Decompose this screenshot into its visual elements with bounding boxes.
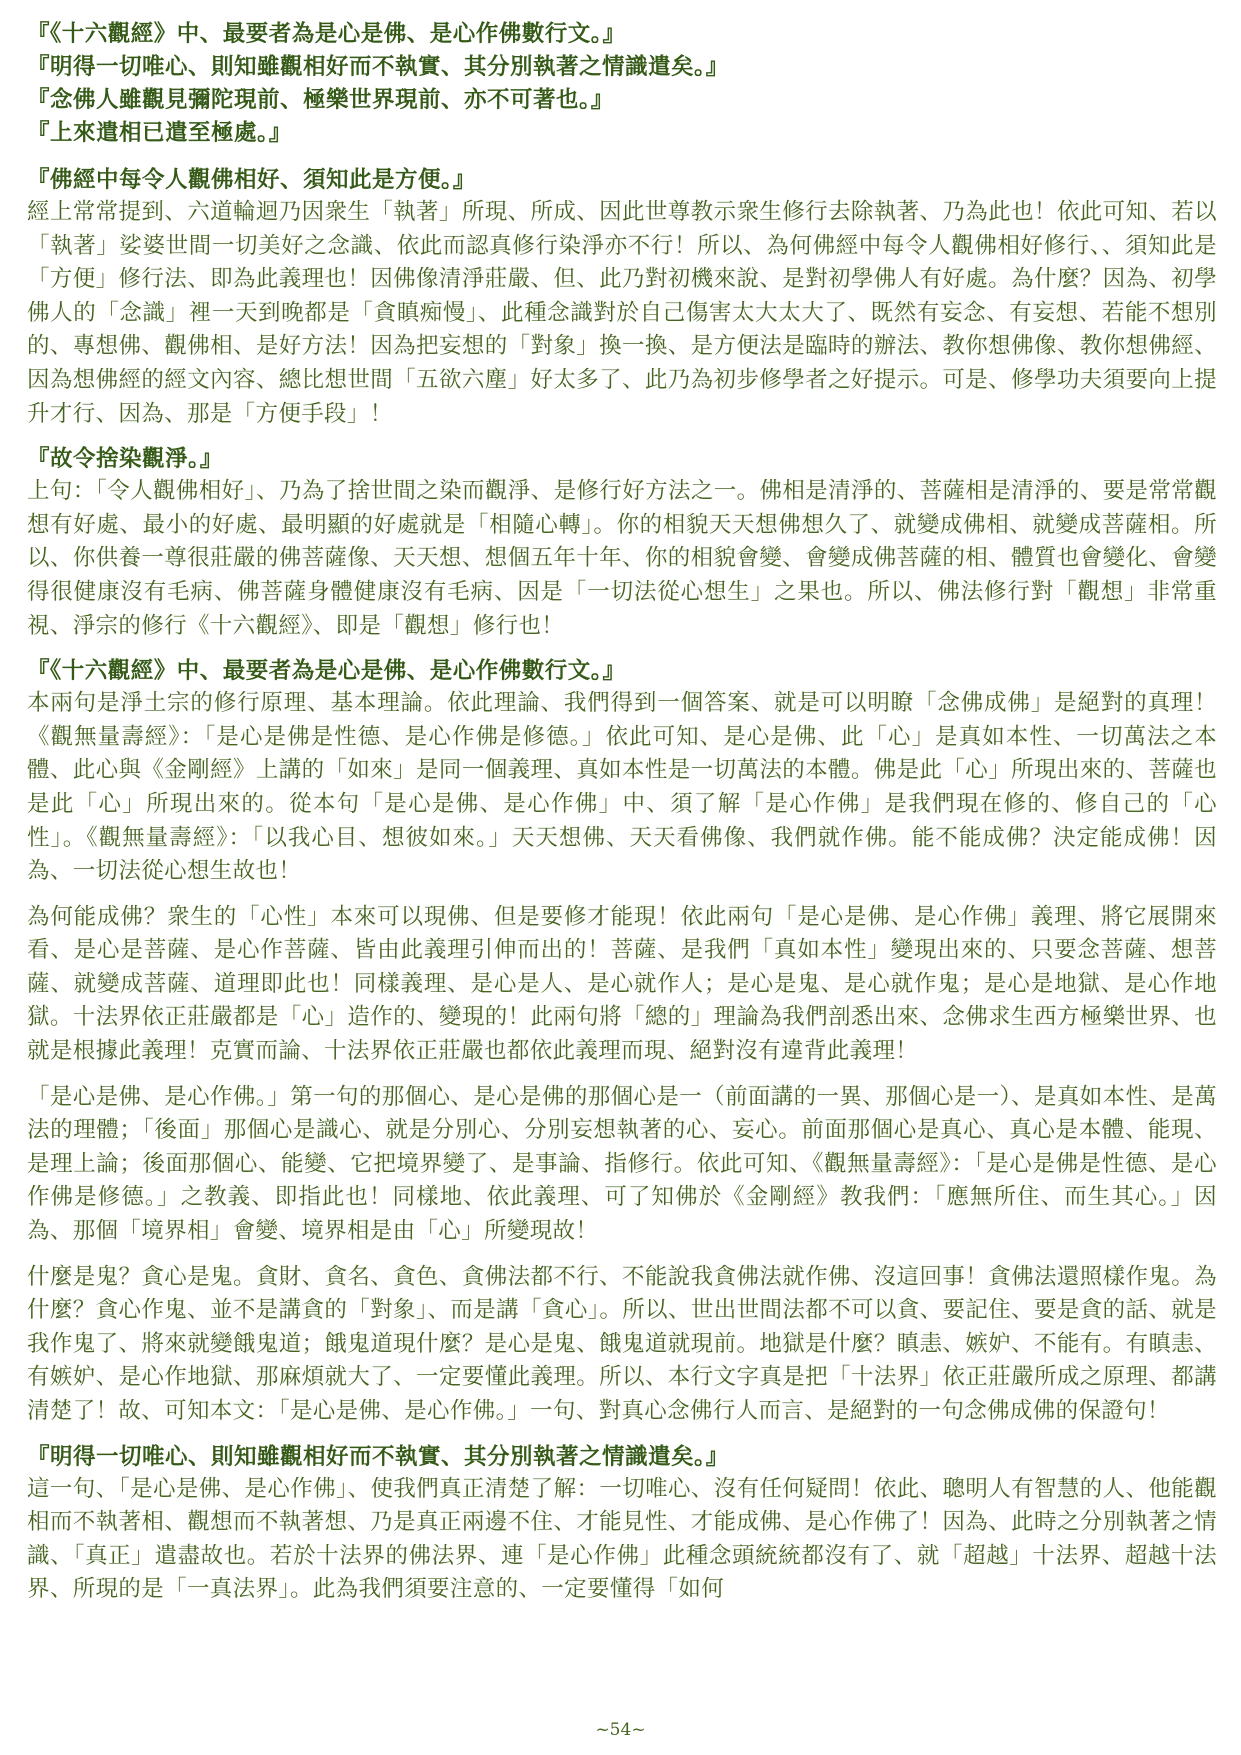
section-mind-is-buddha [27,655,1217,1428]
section-upaya [27,164,1217,431]
section-heading: 『故令捨染觀淨。』 [27,446,223,473]
section-heading: 『佛經中每令人觀佛相好、須知此是方便。』 [27,167,476,193]
section-all-is-mind [27,1441,1217,1607]
paragraph: 「是心是佛、是心作佛。」第一句的那個心、是心是佛的那個心是一（前面講的一異、那個心是一）、是真如本性、是萬法的理體；「後面」那個心是識心、就是分別心、分別妄想執著的心、妄心。前面那個心是真心、真心是本體、能現、是理上論；後面那個心、能變、它把境界變了、是事論、指修行。依此可知、《觀無量壽經》：「是心是佛是性德、是心作佛是修德。」之教義、即指此也！同樣地、依此義理、可了知佛於《金剛經》教我們：「應無所住、而生其心。」因為、那個「境界相」會變、境界相是由「心」所變現故！ [27,1083,1217,1245]
document-page [27,18,1217,1619]
intro-line: 『念佛人雖觀見彌陀現前、極樂世界現前、亦不可著也。』 [27,87,614,113]
intro-line: 『《十六觀經》中、最要者為是心是佛、是心作佛數行文。』 [27,21,626,47]
section-abandon-defilement [27,443,1217,643]
section-heading: 『明得一切唯心、則知雖觀相好而不執實、其分別執著之情識遣矣。』 [27,1443,729,1470]
paragraph: 上句：「令人觀佛相好」、乃為了捨世間之染而觀淨、是修行好方法之一。佛相是清淨的、菩薩相是清淨的、要是常常觀想有好處、最小的好處、最明顯的好處就是「相隨心轉」。你的相貌天天想佛想久了、就變成佛相、就變成菩薩相。所以、你供養一尊很莊嚴的佛菩薩像、天天想、想個五年十年、你的相貌會變、會變成佛菩薩的相、體質也會變化、會變得很健康沒有毛病、佛菩薩身體健康沒有毛病、因是「一切法從心想生」之果也。所以、佛法修行對「觀想」非常重視、淨宗的修行《十六觀經》、即是「觀想」修行也！ [27,478,1217,639]
page-number: ~54~ [595,1720,646,1740]
paragraph: 什麼是鬼？貪心是鬼。貪財、貪名、貪色、貪佛法都不行、不能說我貪佛法就作佛、沒這回事！貪佛法還照樣作鬼。為什麼？貪心作鬼、並不是講貪的「對象」、而是講「貪心」。所以、世出世間法都不可以貪、要記住、要是貪的話、就是我作鬼了、將來就變餓鬼道；餓鬼道現什麼？是心是鬼、餓鬼道就現前。地獄是什麼？瞋恚、嫉妒、不能有。有瞋恚、有嫉妒、是心作地獄、那麻煩就大了、一定要懂此義理。所以、本行文字真是把「十法界」依正莊嚴所成之原理、都講清楚了！故、可知本文：「是心是佛、是心作佛。」一句、對真心念佛行人而言、是絕對的一句念佛成佛的保證句！ [27,1263,1217,1424]
intro-quotes [27,18,1217,150]
paragraph: 這一句、「是心是佛、是心作佛」、使我們真正清楚了解：一切唯心、沒有任何疑問！依此、聰明人有智慧的人、他能觀相而不執著相、觀想而不執著想、乃是真正兩邊不住、才能見性、才能成佛、是心作佛了！因為、此時之分別執著之情識、「真正」遣盡故也。若於十法界的佛法界、連「是心作佛」此種念頭統統都沒有了、就「超越」十法界、超越十法界、所現的是「一真法界」。此為我們須要注意的、一定要懂得「如何 [27,1475,1217,1603]
section-heading: 『《十六觀經》中、最要者為是心是佛、是心作佛數行文。』 [27,658,626,685]
paragraph: 本兩句是淨土宗的修行原理、基本理論。依此理論、我們得到一個答案、就是可以明瞭「念佛成佛」是絕對的真理！《觀無量壽經》：「是心是佛是性德、是心作佛是修德。」依此可知、是心是佛、此「心」是真如本性、一切萬法之本體、此心與《金剛經》上講的「如來」是同一個義理、真如本性是一切萬法的本體。佛是此「心」所現出來的、菩薩也是此「心」所現出來的。從本句「是心是佛、是心作佛」中、須了解「是心作佛」是我們現在修的、修自己的「心性」。《觀無量壽經》：「以我心目、想彼如來。」天天想佛、天天看佛像、我們就作佛。能不能成佛？決定能成佛！因為、一切法從心想生故也！ [27,690,1217,885]
intro-line: 『明得一切唯心、則知雖觀相好而不執實、其分別執著之情識遣矣。』 [27,54,729,80]
intro-line: 『上來遣相已遣至極處。』 [27,120,292,146]
paragraph: 為何能成佛？衆生的「心性」本來可以現佛、但是要修才能現！依此兩句「是心是佛、是心作佛」義理、將它展開來看、是心是菩薩、是心作菩薩、皆由此義理引伸而出的！菩薩、是我們「真如本性」變現出來的、只要念菩薩、想菩薩、就變成菩薩、道理即此也！同樣義理、是心是人、是心就作人；是心是鬼、是心就作鬼；是心是地獄、是心作地獄。十法界依正莊嚴都是「心」造作的、變現的！此兩句將「總的」理論為我們剖悉出來、念佛求生西方極樂世界、也就是根據此義理！克實而論、十法界依正莊嚴也都依此義理而現、絕對沒有違背此義理！ [27,903,1217,1065]
paragraph: 經上常常提到、六道輪迴乃因衆生「執著」所現、所成、因此世尊教示衆生修行去除執著、乃為此也！依此可知、若以「執著」娑婆世間一切美好之念識、依此而認真修行染淨亦不行！所以、為何佛經中每令人觀佛相好修行、、須知此是「方便」修行法、即為此義理也！因佛像清淨莊嚴、但、此乃對初機來說、是對初學佛人有好處。為什麼？因為、初學佛人的「念識」裡一天到晚都是「貪瞋痴慢」、此種念識對於自己傷害太大太大了、既然有妄念、有妄想、若能不想別的、專想佛、觀佛相、是好方法！因為把妄想的「對象」換一換、是方便法是臨時的辦法、教你想佛像、教你想佛經、因為想佛經的經文內容、總比想世間「五欲六塵」好太多了、此乃為初步修學者之好提示。可是、修學功夫須要向上提升才行、因為、那是「方便手段」！ [27,199,1217,427]
